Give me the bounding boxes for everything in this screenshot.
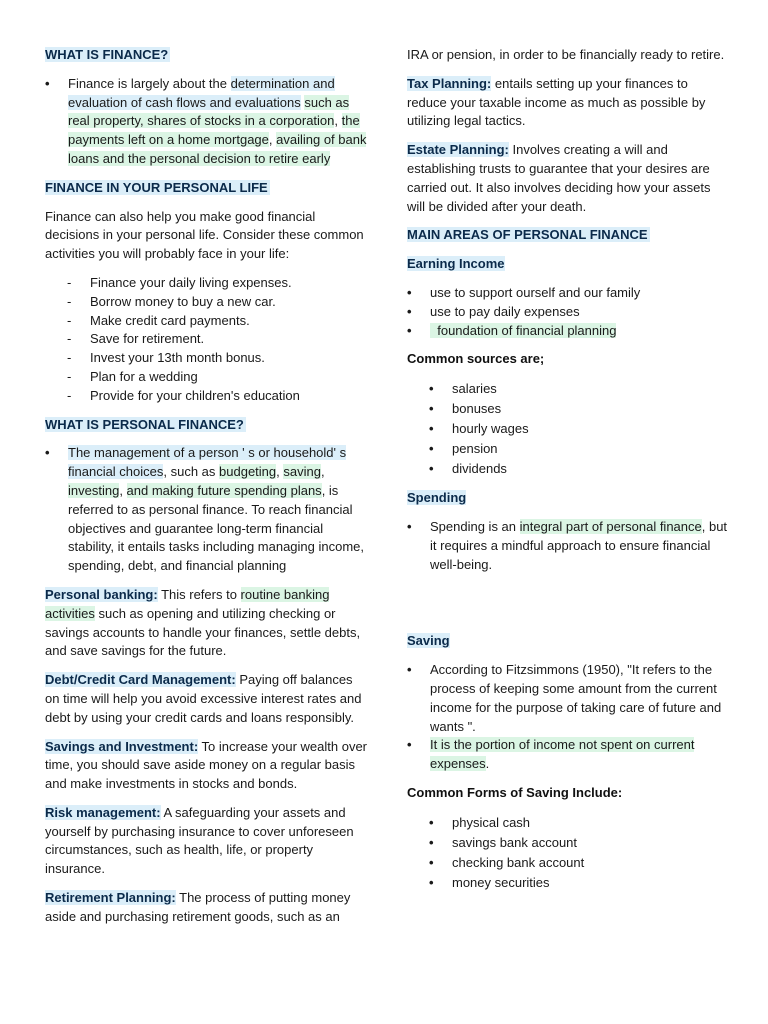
personal-banking-paragraph: Personal banking: This refers to routine banking activities such as opening and utilizing checking or savings accounts to handle your finances, settle debts, and save savings for the future. — [45, 586, 361, 659]
list-item: • pension — [429, 439, 729, 459]
list-item: - Borrow money to buy a new car. — [67, 293, 367, 312]
list-item: • Finance is largely about the determination and evaluation of cash flows and evaluations such as real property, shares of stocks in a corporation, the payments left on a home mortgage, availing of bank loans and the personal decision to retire early — [45, 75, 367, 169]
retirement-continued: IRA or pension, in order to be financially ready to retire. — [407, 47, 725, 62]
list-item: • use to pay daily expenses — [407, 303, 729, 322]
saving-heading: Saving — [407, 633, 450, 649]
list-item: • foundation of financial planning — [407, 322, 729, 341]
list-item: - Finance your daily living expenses. — [67, 274, 367, 293]
retirement-planning-term: Retirement Planning: — [45, 890, 176, 906]
list-item: - Make credit card payments. — [67, 312, 367, 331]
list-item: • hourly wages — [429, 419, 729, 439]
personal-finance-heading: WHAT IS PERSONAL FINANCE? — [45, 416, 244, 432]
personal-life-list — [45, 274, 367, 406]
list-item: • It is the portion of income not spent on current expenses. — [407, 736, 729, 774]
personal-banking-term: Personal banking: — [45, 586, 158, 602]
savings-investment-paragraph: Savings and Investment: To increase your wealth over time, you should save aside money on a regular basis and make investments in stocks and bonds. — [45, 738, 368, 792]
what-is-finance-list — [45, 75, 367, 169]
estate-planning-paragraph: Estate Planning: Involves creating a will and establishing trusts to guarantee that your desires are carried out. It also involves deciding how your assets will be divided after your death. — [407, 142, 711, 214]
list-item: - Invest your 13th month bonus. — [67, 349, 367, 368]
list-item: • According to Fitzsimmons (1950), "It refers to the process of keeping some amount from the current income for the purpose of taking care of future and wants ". — [407, 661, 729, 736]
list-item: • The management of a person ' s or household' s financial choices, such as budgeting, saving, investing, and making future spending plans, is referred to as personal finance. To reach financial objectives and guarantee long-term financial stability, it entails tasks including managing income, spending, debt, and financial planning — [45, 444, 367, 576]
list-item: • dividends — [429, 459, 729, 479]
saving-forms-list — [407, 813, 729, 893]
personal-life-heading: FINANCE IN YOUR PERSONAL LIFE — [45, 179, 268, 195]
list-item: • Spending is an integral part of personal finance, but it requires a mindful approach to ensure financial well-being. — [407, 518, 729, 574]
list-item: - Plan for a wedding — [67, 368, 367, 387]
main-areas-heading: MAIN AREAS OF PERSONAL FINANCE — [407, 227, 648, 243]
list-item: • salaries — [429, 379, 729, 399]
list-item: • bonuses — [429, 399, 729, 419]
earning-income-heading: Earning Income — [407, 256, 505, 272]
left-column — [45, 46, 367, 937]
estate-planning-term: Estate Planning: — [407, 142, 509, 158]
risk-management-term: Risk management: — [45, 804, 161, 820]
right-column — [407, 46, 729, 903]
spacer — [407, 584, 729, 632]
list-item: • money securities — [429, 873, 729, 893]
spending-list — [407, 518, 729, 574]
debt-management-term: Debt/Credit Card Management: — [45, 672, 236, 688]
savings-investment-term: Savings and Investment: — [45, 738, 199, 754]
saving-list — [407, 661, 729, 774]
saving-forms-heading: Common Forms of Saving Include: — [407, 784, 623, 800]
list-item: - Save for retirement. — [67, 330, 367, 349]
tax-planning-paragraph: Tax Planning: entails setting up your finances to reduce your taxable income as much as possible by utilizing legal tactics. — [407, 75, 706, 129]
list-item: • checking bank account — [429, 853, 729, 873]
debt-management-paragraph: Debt/Credit Card Management: Paying off balances on time will help you avoid excessive interest rates and debt by using your credit cards and loans responsibly. — [45, 672, 362, 725]
spending-heading: Spending — [407, 490, 467, 506]
list-item: - Provide for your children's education — [67, 387, 367, 406]
list-item: • use to support ourself and our family — [407, 284, 729, 303]
earning-income-list — [407, 284, 729, 340]
personal-finance-list — [45, 444, 367, 576]
tax-planning-term: Tax Planning: — [407, 75, 492, 91]
list-item: • savings bank account — [429, 833, 729, 853]
common-sources-list — [407, 379, 729, 479]
common-sources-heading: Common sources are; — [407, 351, 545, 367]
list-item: • physical cash — [429, 813, 729, 833]
risk-management-paragraph: Risk management: A safeguarding your assets and yourself by purchasing insurance to cover unforeseen circumstances, such as health, life, or property insurance. — [45, 804, 354, 877]
what-is-finance-heading: WHAT IS FINANCE? — [45, 47, 169, 62]
retirement-planning-paragraph: Retirement Planning: The process of putting money aside and purchasing retirement goods, such as an — [45, 890, 351, 924]
personal-life-intro: Finance can also help you make good financial decisions in your personal life. Consider these common activities you will probably face in your life: — [45, 208, 364, 262]
